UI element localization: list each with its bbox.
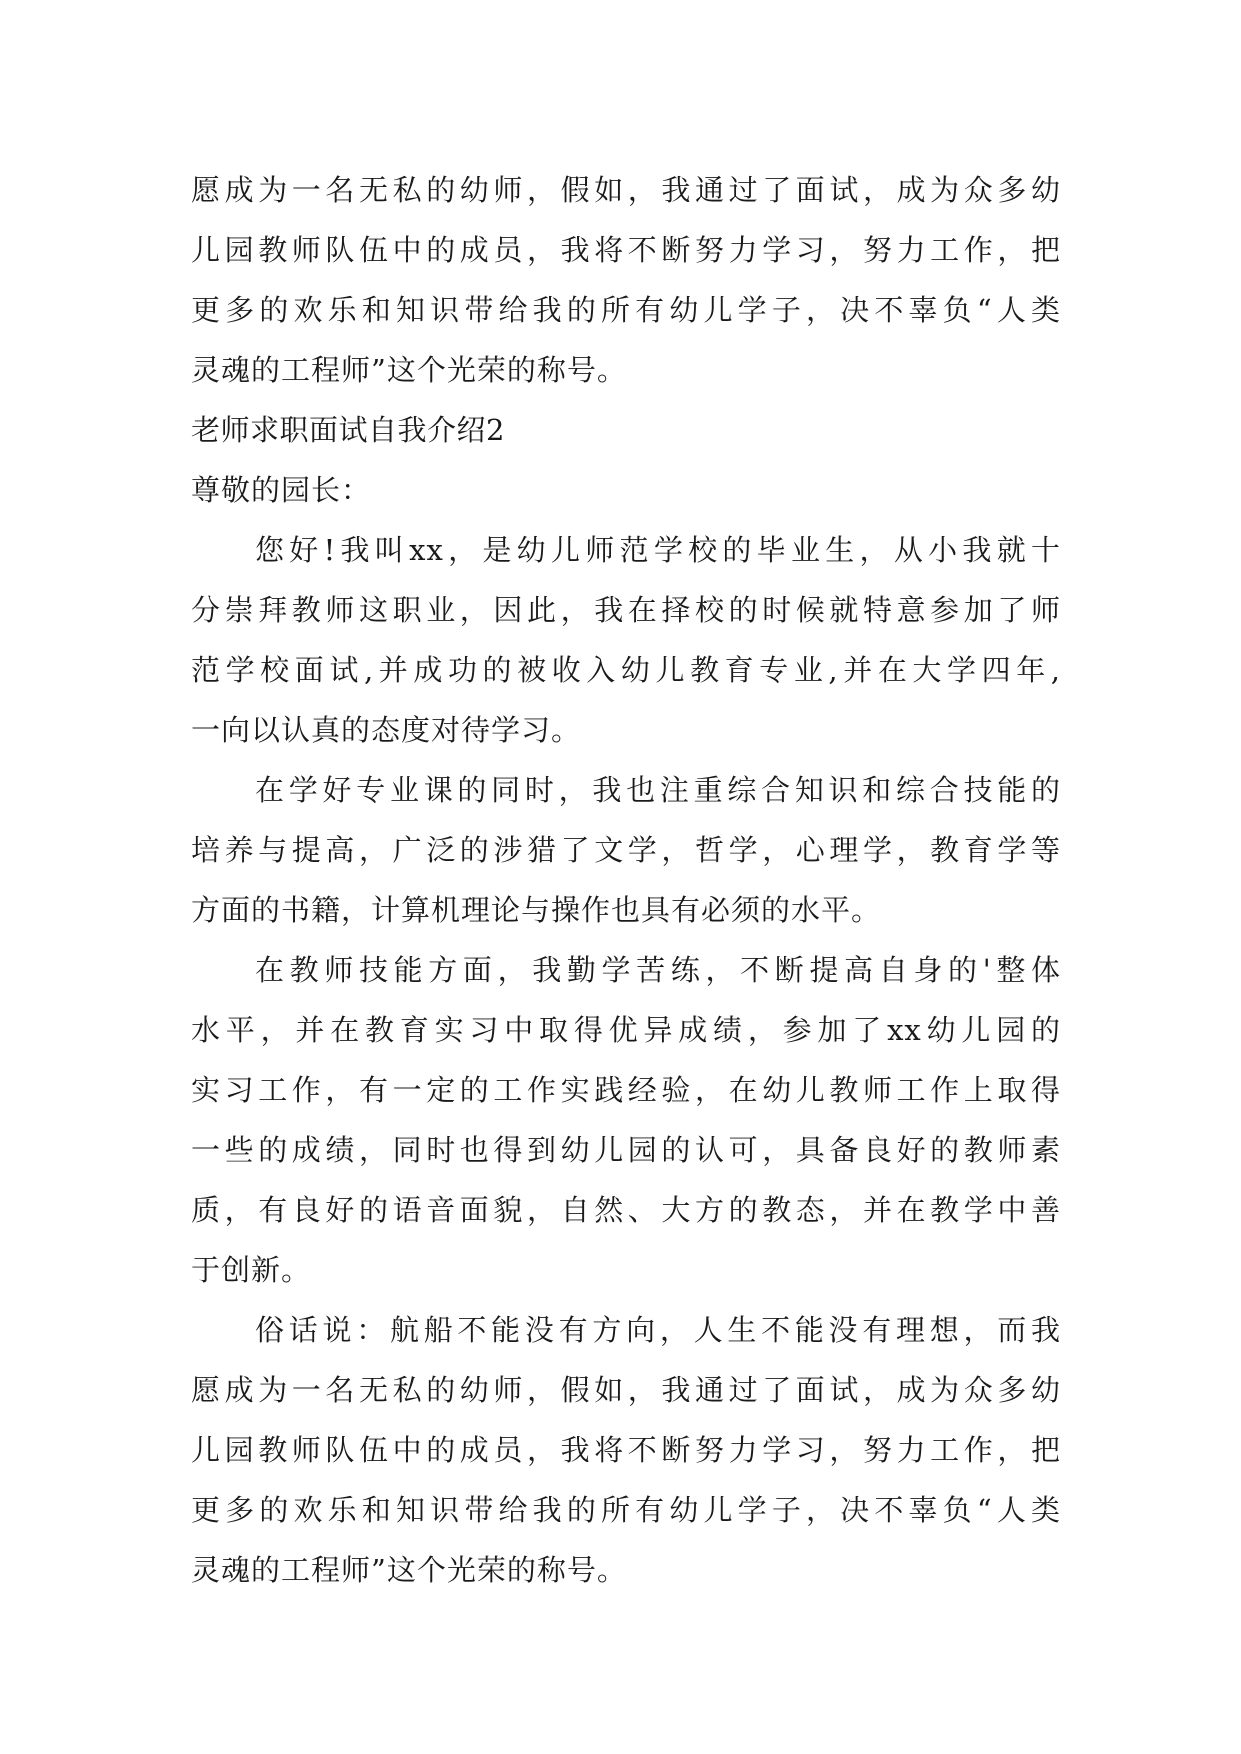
text-line: 灵魂的工程师”这个光荣的称号。 — [191, 353, 627, 387]
text-line: 儿园教师队伍中的成员，我将不断努力学习，努力工作，把 — [191, 1433, 1061, 1467]
text-line: 质，有良好的语音面貌，自然、大方的教态，并在教学中善 — [191, 1193, 1061, 1227]
text-line: 儿园教师队伍中的成员，我将不断努力学习，努力工作，把 — [191, 233, 1061, 267]
text-line: 培养与提高，广泛的涉猎了文学，哲学，心理学，教育学等 — [191, 833, 1061, 867]
text-line: 俗话说：航船不能没有方向，人生不能没有理想，而我 — [255, 1313, 1061, 1347]
text-line: 愿成为一名无私的幼师，假如，我通过了面试，成为众多幼 — [191, 173, 1061, 207]
text-line: 在学好专业课的同时，我也注重综合知识和综合技能的 — [255, 773, 1061, 807]
text-line: 您好!我叫xx，是幼儿师范学校的毕业生，从小我就十 — [255, 533, 1061, 567]
text-line: 一些的成绩，同时也得到幼儿园的认可，具备良好的教师素 — [191, 1133, 1061, 1167]
text-line: 于创新。 — [191, 1253, 312, 1287]
intro-paragraph — [191, 160, 1061, 400]
document-body — [191, 160, 1061, 1600]
paragraph-3 — [191, 940, 1061, 1300]
text-line: 一向以认真的态度对待学习。 — [191, 713, 582, 747]
text-line: 分崇拜教师这职业，因此，我在择校的时候就特意参加了师 — [191, 593, 1061, 627]
text-line: 愿成为一名无私的幼师，假如，我通过了面试，成为众多幼 — [191, 1373, 1061, 1407]
text-line: 在教师技能方面，我勤学苦练，不断提高自身的'整体 — [255, 953, 1061, 987]
salutation: 尊敬的园长： — [191, 473, 372, 507]
paragraph-4 — [191, 1300, 1061, 1600]
paragraph-2 — [191, 760, 1061, 940]
text-line: 更多的欢乐和知识带给我的所有幼儿学子，决不辜负“人类 — [191, 1493, 1061, 1527]
text-line: 水平，并在教育实习中取得优异成绩，参加了xx幼儿园的 — [191, 1013, 1061, 1047]
text-line: 范学校面试,并成功的被收入幼儿教育专业,并在大学四年, — [191, 653, 1061, 687]
paragraph-1 — [191, 520, 1061, 760]
text-line: 方面的书籍，计算机理论与操作也具有必须的水平。 — [191, 893, 882, 927]
text-line: 更多的欢乐和知识带给我的所有幼儿学子，决不辜负“人类 — [191, 293, 1061, 327]
text-line: 实习工作，有一定的工作实践经验，在幼儿教师工作上取得 — [191, 1073, 1061, 1107]
section-title: 老师求职面试自我介绍2 — [191, 413, 505, 447]
text-line: 灵魂的工程师”这个光荣的称号。 — [191, 1553, 627, 1587]
